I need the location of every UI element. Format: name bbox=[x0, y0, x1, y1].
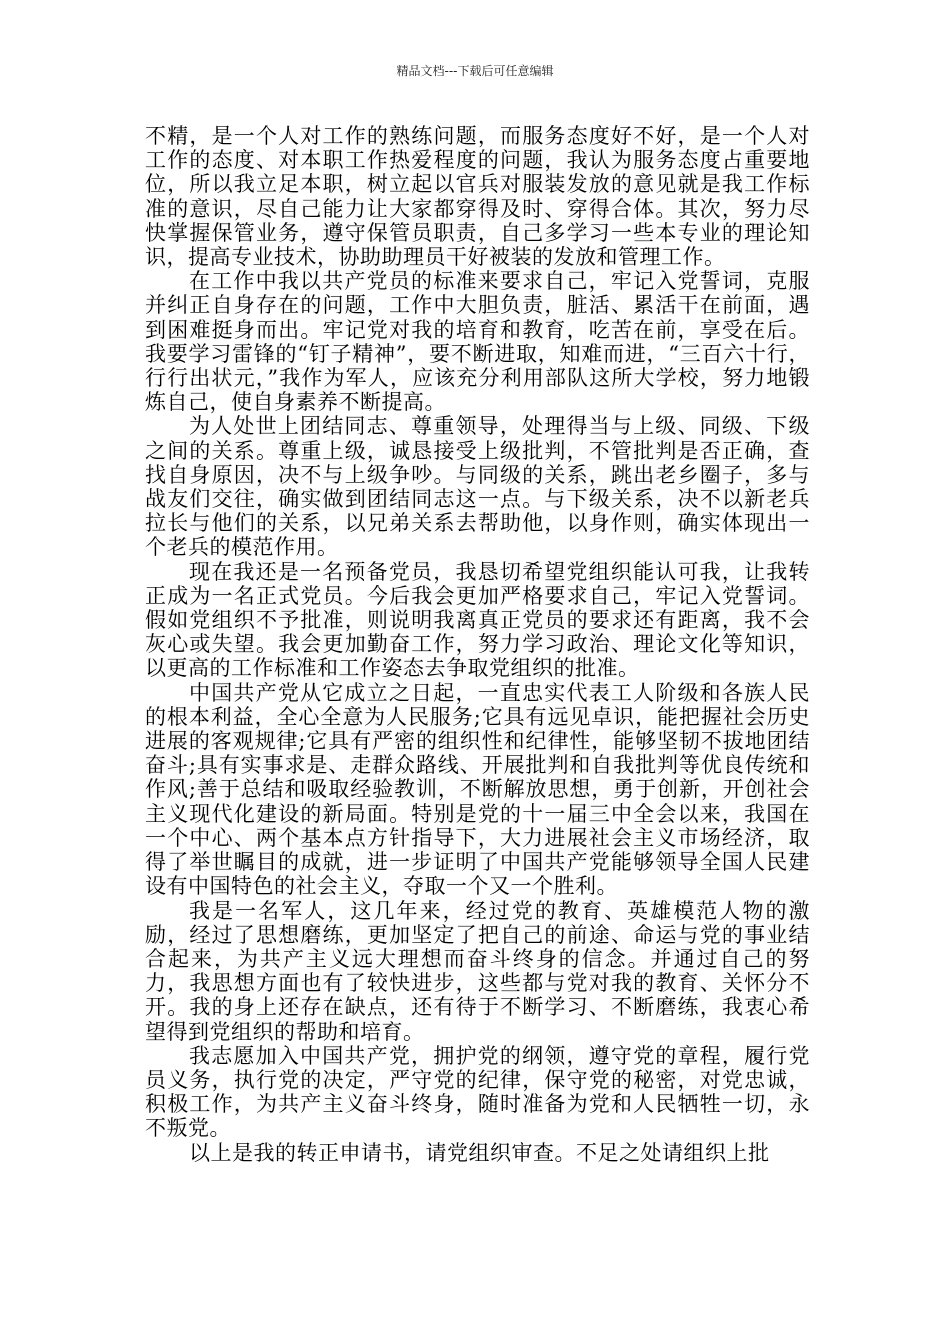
paragraph-4: 现在我还是一名预备党员，我恳切希望党组织能认可我，让我转正成为一名正式党员。今后我会更加严格要求自己，牢记入党誓词。假如党组织不予批准，则说明我离真正党员的要求还有距离，我不会灰心或失望。我会更加勤奋工作，努力学习政治、理论文化等知识，以更高的工作标准和工作姿态去争取党组织的批准。 bbox=[145, 559, 810, 681]
paragraph-1: 不精，是一个人对工作的熟练问题，而服务态度好不好，是一个人对工作的态度、对本职工作热爱程度的问题，我认为服务态度占重要地位，所以我立足本职，树立起以官兵对服装发放的意见就是我工作标准的意识，尽自己能力让大家都穿得及时、穿得合体。其次，努力尽快掌握保管业务，遵守保管员职责，自己多学习一些本专业的理论知识，提高专业技术，协助助理员干好被装的发放和管理工作。 bbox=[145, 124, 810, 270]
paragraph-3: 为人处世上团结同志、尊重领导，处理得当与上级、同级、下级之间的关系。尊重上级，诚恳接受上级批判，不管批判是否正确，查找自身原因，决不与上级争吵。与同级的关系，跳出老乡圈子，多与战友们交往，确实做到团结同志这一点。与下级关系，决不以新老兵拉长与他们的关系，以兄弟关系去帮助他，以身作则，确实体现出一个老兵的模范作用。 bbox=[145, 414, 810, 560]
paragraph-8: 以上是我的转正申请书，请党组织审查。不足之处请组织上批 bbox=[189, 1140, 770, 1165]
paragraph-5: 中国共产党从它成立之日起，一直忠实代表工人阶级和各族人民的根本利益，全心全意为人民服务;它具有远见卓识，能把握社会历史进展的客观规律;它具有严密的组织性和纪律性，能够坚韧不拔地团结奋斗;具有实事求是、走群众路线、开展批判和自我批判等优良传统和作风;善于总结和吸取经验教训，不断解放思想，勇于创新，开创社会主义现代化建设的新局面。特别是党的十一届三中全会以来，我国在一个中心、两个基本点方针指导下，大力进展社会主义市场经济，取得了举世瞩目的成就，进一步证明了中国共产党能够领导全国人民建设有中国特色的社会主义，夺取一个又一个胜利。 bbox=[145, 680, 810, 899]
paragraph-2: 在工作中我以共产党员的标准来要求自己，牢记入党誓词，克服并纠正自身存在的问题，工作中大胆负责，脏活、累活干在前面，遇到困难挺身而出。牢记党对我的培育和教育，吃苦在前，享受在后。我要学习雷锋的“钉子精神”，要不断进取，知难而进，“三百六十行，行行出状元，”我作为军人，应该充分利用部队这所大学校，努力地锻炼自己，使自身素养不断提高。 bbox=[145, 269, 810, 415]
page-header: 精品文档---下载后可任意编辑 bbox=[396, 64, 554, 78]
paragraph-6: 我是一名军人，这几年来，经过党的教育、英雄模范人物的激励，经过了思想磨练，更加坚定了把自己的前途、命运与党的事业结合起来，为共产主义远大理想而奋斗终身的信念。并通过自己的努力，我思想方面也有了较快进步，这些都与党对我的教育、关怀分不开。我的身上还存在缺点，还有待于不断学习、不断磨练，我衷心希望得到党组织的帮助和培育。 bbox=[145, 898, 810, 1044]
document-body bbox=[145, 124, 810, 1165]
paragraph-7: 我志愿加入中国共产党，拥护党的纲领，遵守党的章程，履行党员义务，执行党的决定，严守党的纪律，保守党的秘密，对党忠诚，积极工作，为共产主义奋斗终身，随时准备为党和人民牺牲一切，永不叛党。 bbox=[145, 1043, 810, 1141]
